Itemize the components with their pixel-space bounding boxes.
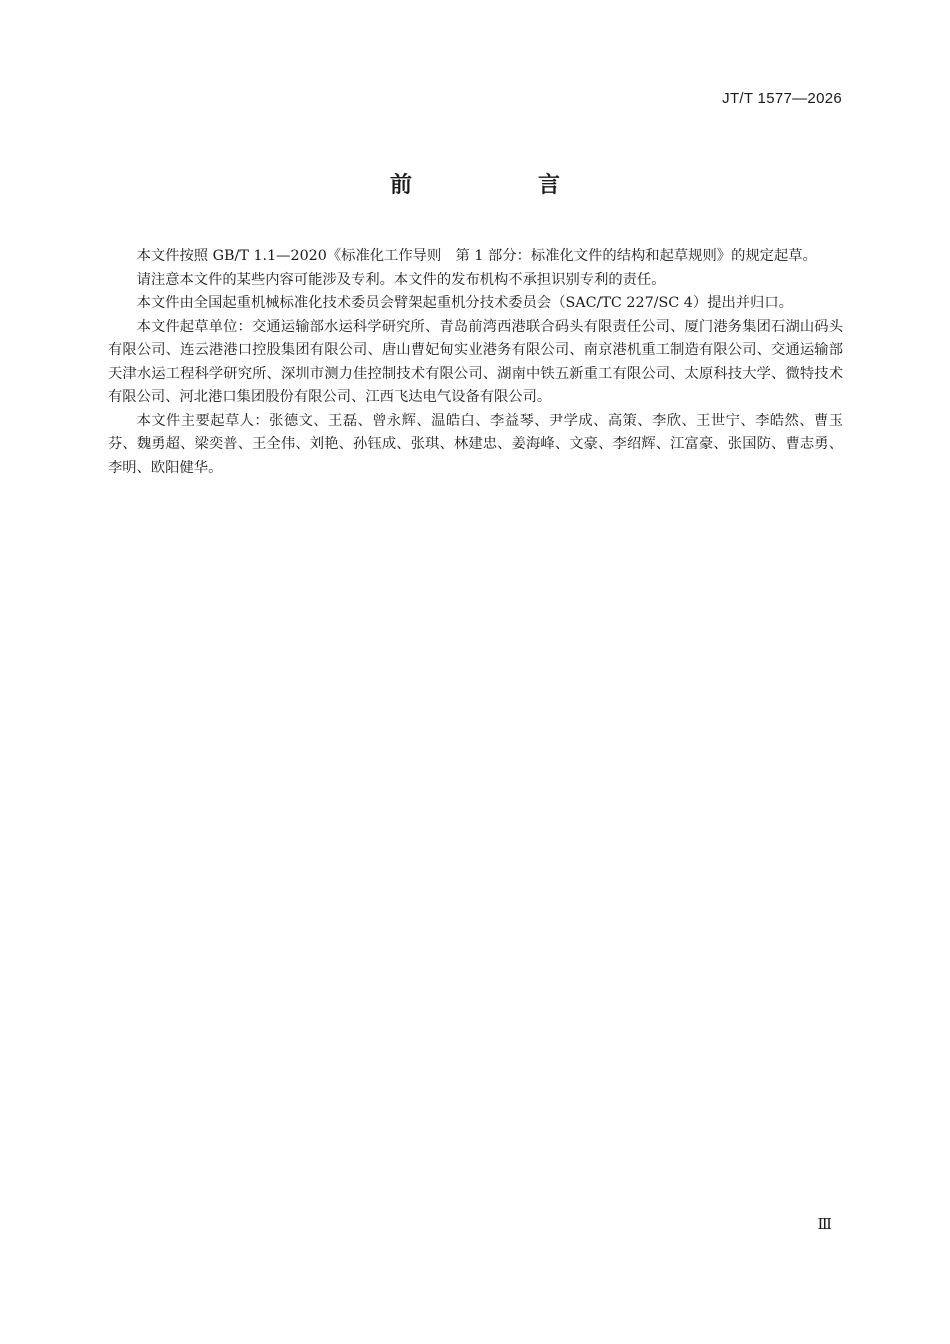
paragraph-drafting-units: 本文件起草单位：交通运输部水运科学研究所、青岛前湾西港联合码头有限责任公司、厦门港务集团石湖山码头有限公司、连云港港口控股集团有限公司、唐山曹妃甸实业港务有限公司、南京港机重工制造有限公司、交通运输部天津水运工程科学研究所、深圳市测力佳控制技术有限公司、湖南中铁五新重工有限公司、太原科技大学、微特技术有限公司、河北港口集团股份有限公司、江西飞达电气设备有限公司。 [108,318,843,405]
page-number: Ⅲ [817,1215,832,1233]
paragraph-patent-notice: 请注意本文件的某些内容可能涉及专利。本文件的发布机构不承担识别专利的责任。 [136,271,666,288]
document-code: JT/T 1577—2026 [722,90,842,107]
paragraph-drafting-rules: 本文件按照 GB/T 1.1—2020《标准化工作导则 第 1 部分：标准化文件的结构和起草规则》的规定起草。 [136,248,817,264]
paragraph-proposer: 本文件由全国起重机械标准化技术委员会臂架起重机分技术委员会（SAC/TC 227/SC 4）提出并归口。 [136,295,793,311]
foreword-body [108,245,843,480]
page-title: 前 言 [389,173,612,198]
paragraph-drafters: 本文件主要起草人：张德文、王磊、曾永辉、温皓白、李益琴、尹学成、高策、李欣、王世宁、李皓然、曹玉芬、魏勇超、梁奕普、王全伟、刘艳、孙钰成、张琪、林建忠、姜海峰、文豪、李绍辉、江富豪、张国防、曹志勇、李明、欧阳健华。 [108,412,843,476]
